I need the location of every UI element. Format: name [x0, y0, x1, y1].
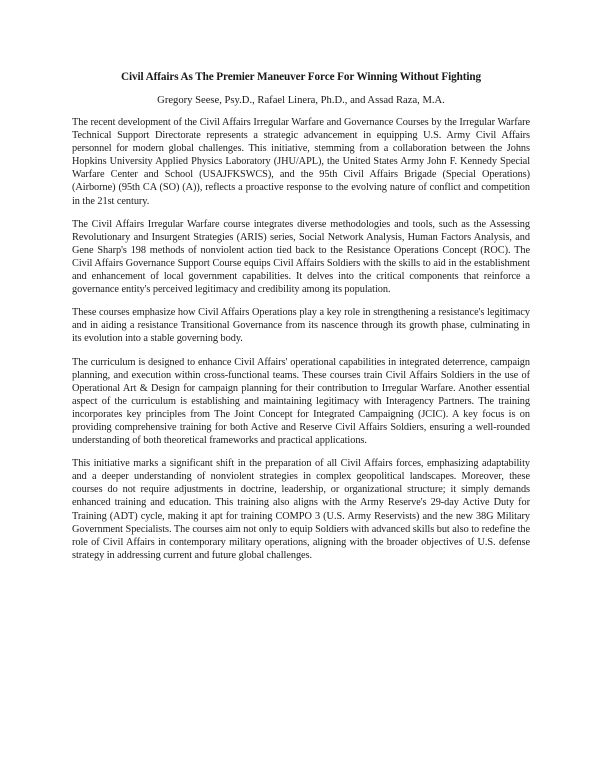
paragraph-4: The curriculum is designed to enhance Civil Affairs' operational capabilities in integrated deterrence, campaign planning, and execution within cross-functional teams. These courses train Civil Affairs Soldiers in the use of Operational Art & Design for campaign planning for their contribution to Irregular Warfare. Another essential aspect of the curriculum is establishing and maintaining legitimacy with Interagency Partners. The training incorporates key principles from The Joint Concept for Integrated Campaigning (JCIC). A key focus is on providing comprehensive training for both Active and Reserve Civil Affairs Soldiers, ensuring a well-rounded understanding of both theoretical frameworks and practical applications. [72, 356, 530, 447]
paragraph-5: This initiative marks a significant shift in the preparation of all Civil Affairs forces, emphasizing adaptability and a deeper understanding of nonviolent strategies in complex geopolitical landscapes. Moreover, these courses do not require adjustments in doctrine, leadership, or organizational structure; it simply demands enhanced training and education. This training also aligns with the Army Reserve's 29-day Active Duty for Training (ADT) cycle, making it apt for training COMPO 3 (U.S. Army Reservists) and the new 38G Military Government Specialists. The courses aim not only to equip Soldiers with advanced skills but also to redefine the role of Civil Affairs in contemporary military operations, aligning with the broader objectives of U.S. defense strategy in addressing current and future global challenges. [72, 458, 530, 561]
author-line: Gregory Seese, Psy.D., Rafael Linera, Ph.D., and Assad Raza, M.A. [157, 95, 445, 106]
document-title: Civil Affairs As The Premier Maneuver Force For Winning Without Fighting [121, 71, 481, 83]
paragraph-1: The recent development of the Civil Affairs Irregular Warfare and Governance Courses by the Irregular Warfare Technical Support Directorate represents a strategic advancement in equipping U.S. Army Civil Affairs personnel for modern global challenges. This initiative, stemming from a collaboration between the Johns Hopkins University Applied Physics Laboratory (JHU/APL), the United States Army John F. Kennedy Special Warfare Center and School (USAJFKSWCS), and the 95th Civil Affairs Brigade (Special Operations) (Airborne) (95th CA (SO) (A)), reflects a proactive response to the evolving nature of conflict and competition in the 21st century. [72, 117, 530, 207]
paragraph-2: The Civil Affairs Irregular Warfare course integrates diverse methodologies and tools, such as the Assessing Revolutionary and Insurgent Strategies (ARIS) series, Social Network Analysis, Human Factors Analysis, and Gene Sharp's 198 methods of nonviolent action tied back to the Resistance Operations Concept (ROC). The Civil Affairs Governance Support Course equips Civil Affairs Soldiers with the skills to aid in the establishment and enhancement of local government capabilities. It delves into the critical components that reinforce a governance entity's perceived legitimacy and credibility among its population. [72, 218, 530, 296]
document-page [72, 70, 530, 572]
paragraph-3: These courses emphasize how Civil Affairs Operations play a key role in strengthening a resistance's legitimacy and in aiding a resistance Transitional Governance from its nascence through its growth phase, culminating in its evolution into a stable governing body. [72, 307, 530, 345]
